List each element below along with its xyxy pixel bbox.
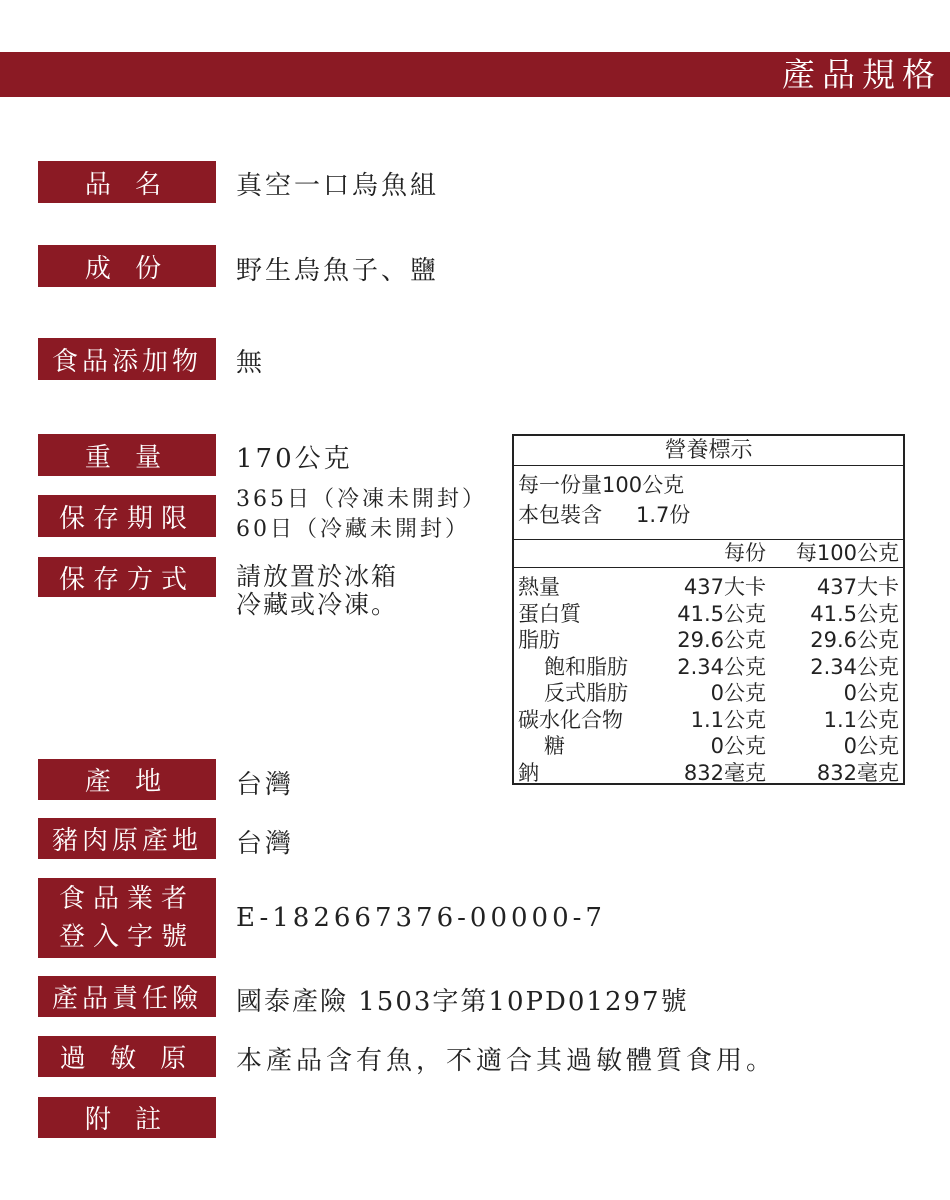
value-ingredients: 野生烏魚子、鹽: [236, 256, 440, 286]
label-storage: 保存方式: [38, 557, 216, 597]
col-per-serving: 每份: [724, 541, 766, 565]
nutrient-per-100g: 41.5公克: [810, 601, 899, 626]
nutrition-title: 營養標示: [514, 436, 903, 466]
label-origin: 產 地: [38, 759, 216, 800]
nutrient-per-100g: 0公克: [843, 681, 899, 705]
nutrient-per-100g: 437大卡: [816, 575, 899, 599]
value-registration: E-182667376-00000-7: [236, 903, 606, 933]
storage-line-1: 請放置於冰箱: [236, 562, 399, 591]
nutrition-rows: [514, 568, 903, 786]
storage-line-2: 冷藏或冷凍。: [236, 590, 399, 619]
nutrient-per-serving: 41.5公克: [677, 601, 766, 626]
nutrition-serving-info: [514, 466, 903, 540]
label-ingredients: 成 份: [38, 245, 216, 287]
nutrition-row-trans-fat: [514, 680, 903, 707]
label-allergen: 過 敏 原: [38, 1036, 216, 1077]
registration-label-line-2: 登入字號: [58, 922, 195, 952]
value-allergen: 本產品含有魚，不適合其過敏體質食用。: [236, 1046, 777, 1076]
nutrition-row-sodium: [514, 760, 903, 787]
nutrient-name: 熱量: [518, 575, 560, 599]
nutrition-row-sugar: [514, 733, 903, 760]
page-title: 產品規格: [782, 55, 942, 94]
label-weight: 重 量: [38, 434, 216, 476]
value-weight: 170公克: [236, 444, 353, 474]
label-notes: 附 註: [38, 1097, 216, 1138]
nutrition-row-protein: [514, 601, 903, 628]
label-insurance: 產品責任險: [38, 976, 216, 1017]
nutrient-per-serving: 0公克: [710, 734, 766, 758]
nutrient-per-100g: 832毫克: [816, 760, 899, 785]
nutrition-column-headers: [514, 540, 903, 568]
label-additives: 食品添加物: [38, 338, 216, 380]
nutrient-per-serving: 2.34公克: [677, 654, 766, 679]
label-shelf-life: 保存期限: [38, 495, 216, 537]
value-product-name: 真空一口烏魚組: [236, 171, 440, 201]
header-bar: [0, 52, 950, 97]
label-registration: [38, 878, 216, 958]
shelf-life-line-1: 365日（冷凍未開封）: [236, 487, 487, 512]
shelf-life-line-2: 60日（冷藏未開封）: [236, 517, 470, 542]
nutrient-name: 脂肪: [518, 628, 560, 652]
nutrient-name: 反式脂肪: [544, 681, 628, 705]
value-shelf-life: [236, 485, 487, 545]
nutrient-per-100g: 1.1公克: [823, 707, 899, 732]
value-pork-origin: 台灣: [236, 829, 295, 859]
nutrition-row-fat: [514, 627, 903, 654]
nutrient-per-100g: 0公克: [843, 734, 899, 758]
nutrient-per-serving: 832毫克: [683, 760, 766, 785]
nutrition-row-saturated-fat: [514, 654, 903, 681]
value-origin: 台灣: [236, 770, 295, 800]
nutrient-name: 飽和脂肪: [544, 654, 628, 679]
value-storage: [236, 563, 398, 619]
value-additives: 無: [236, 348, 266, 378]
nutrition-row-energy: [514, 574, 903, 601]
nutrient-per-100g: 2.34公克: [810, 654, 899, 679]
nutrient-name: 糖: [544, 734, 565, 758]
nutrient-per-serving: 437大卡: [683, 575, 766, 599]
servings-label: 本包裝含: [518, 503, 602, 527]
servings-value: 1.7份: [636, 503, 691, 527]
nutrient-per-serving: 1.1公克: [690, 707, 766, 732]
nutrition-facts-table: [512, 434, 905, 785]
serving-size: 每一份量100公克: [518, 473, 685, 497]
servings-per-package: [518, 500, 903, 530]
value-insurance: 國泰產險 1503字第10PD01297號: [236, 987, 689, 1017]
nutrient-name: 蛋白質: [518, 601, 581, 626]
col-per-100g: 每100公克: [795, 541, 899, 565]
registration-label-line-1: 食品業者: [58, 884, 195, 914]
nutrient-per-serving: 0公克: [710, 681, 766, 705]
nutrient-name: 鈉: [518, 760, 539, 785]
nutrition-row-carbohydrate: [514, 707, 903, 734]
label-product-name: 品 名: [38, 161, 216, 203]
nutrient-per-serving: 29.6公克: [677, 628, 766, 652]
label-pork-origin: 豬肉原產地: [38, 818, 216, 859]
nutrient-name: 碳水化合物: [518, 707, 623, 732]
nutrient-per-100g: 29.6公克: [810, 628, 899, 652]
